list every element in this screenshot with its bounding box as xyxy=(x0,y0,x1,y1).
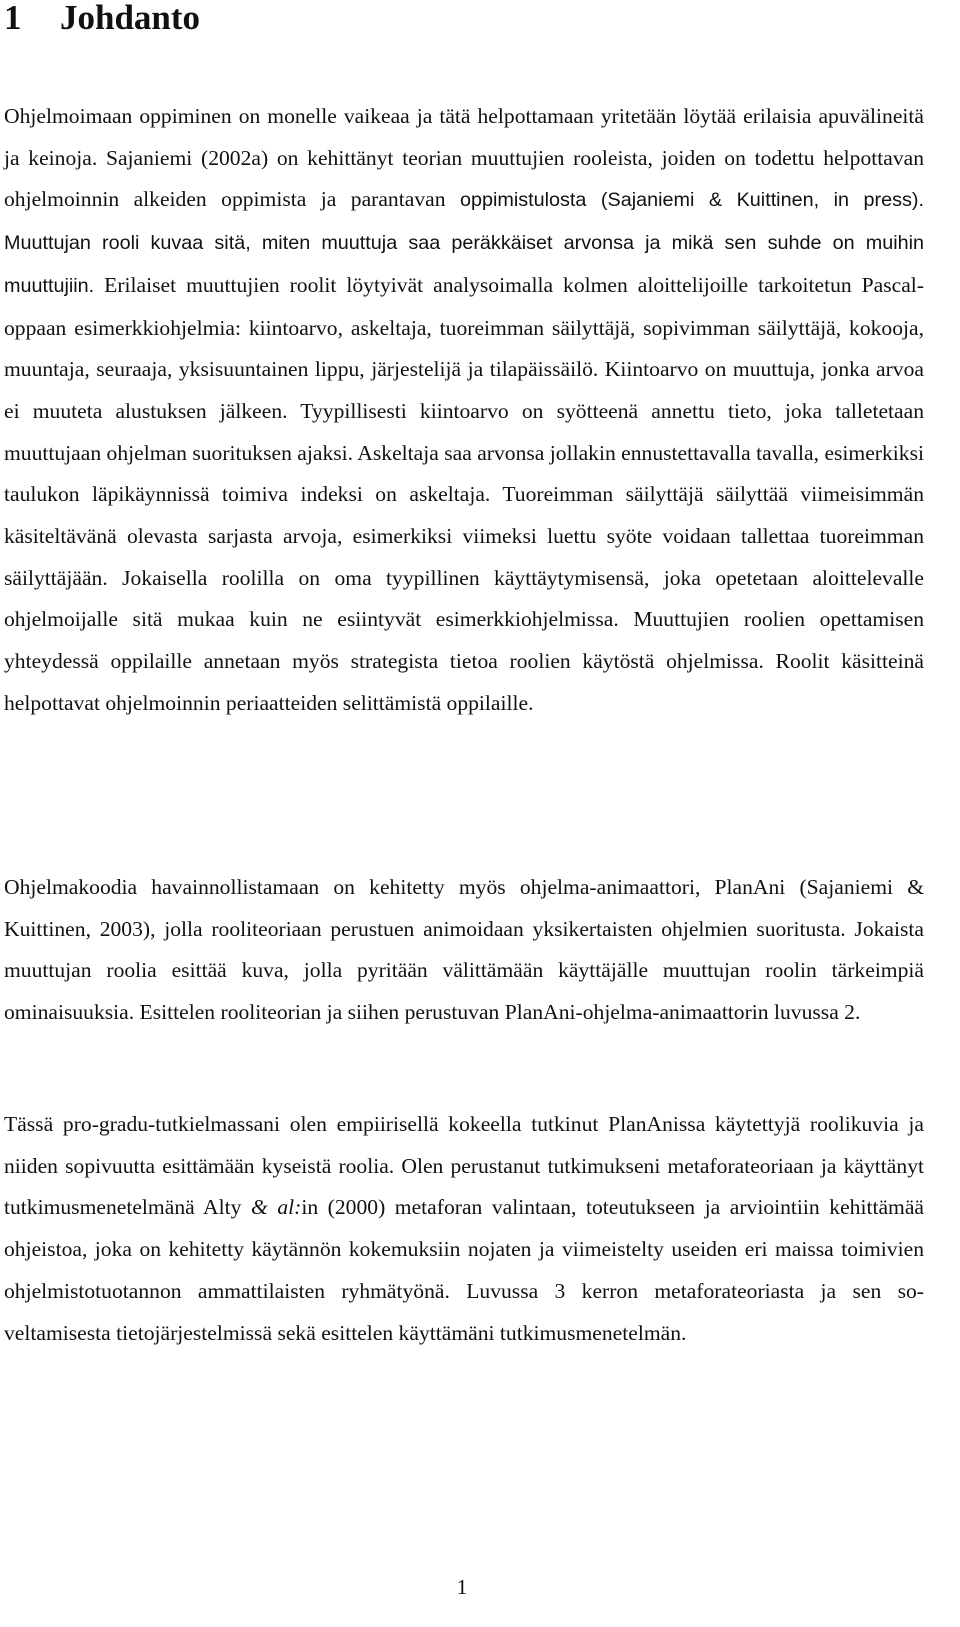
paragraph-3-italic: & al: xyxy=(251,1195,302,1220)
paragraph-3-part-b: in (2000) metaforan valintaan, toteutukseen ja arviointiin kehittämää ohjeistoa, joka on kehitetty käytännön kokemuksiin nojaten ja viimeistelty useiden eri maissa toimivien ohjelmistotuotannon ammattilaisten ryhmätyönä. Luvussa 3 kerron metaforateoriasta ja sen soveltamisesta tietojärjestelmissä sekä esittelen käyttämäni tutkimusmenetelmän. xyxy=(4,1195,924,1345)
chapter-number: 1 xyxy=(4,0,22,37)
paragraph-1-part-a: Ohjelmoimaan oppiminen on monelle vaikeaa ja tätä helpottamaan yritetään löytää erilaisia apuvälineitä ja keinoja. Sajaniemi (2002a) on kehittänyt teorian muuttujien rooleista, joiden on todettu helpottavan ohjelmoinnin alkeiden oppimista ja parantavan xyxy=(4,104,924,212)
paragraph-1-part-c: Erilaiset muuttujien roolit löytyivät analysoimalla kolmen aloittelijoille tarkoitetun Pascal-oppaan esimerkkiohjelmia: kiintoarvo, askeltaja, tuoreimman säilyttäjä, sopivimman säilyttäjä, kokooja, muuntaja, seuraaja, yksisuuntainen lippu, järjestelijä ja tilapäissäilö. Kiintoarvo on muuttuja, jonka arvoa ei muuteta alustuksen jälkeen. Tyypillisesti kiintoarvo on syötteenä annettu tieto, joka talletetaan muuttujaan ohjelman suorituksen ajaksi. Askeltaja saa arvonsa jollakin ennustettavalla tavalla, esimerkiksi taulukon läpikäynnissä toimiva indeksi on askeltaja. Tuoreimman säilyttäjä säilyttää viimeisimmän käsiteltävänä olevasta sarjasta arvoja, esimerkiksi viimeksi luettu syöte voidaan tallettaa tuoreimman säilyttäjään. Jokaisella roolilla on oma tyypillinen käyttäytymisensä, joka opetetaan aloittelevalle ohjelmoijalle sitä mukaa kuin ne esiintyvät esimerkkiohjelmissa. Muuttujien roolien opettamisen yhteydessä oppilaille annetaan myös strategista tietoa roolien käytöstä ohjelmissa. Roolit käsitteinä helpottavat ohjelmoinnin periaatteiden selittämistä oppilaille. xyxy=(4,272,924,715)
paragraph-3 xyxy=(4,1104,924,1354)
paragraph-1-part-b: oppimistulosta (Sajaniemi & Kuittinen, in press). Muuttujan rooli kuvaa sitä, miten muuttuja saa peräkkäiset arvonsa ja mikä sen suhde on muihin muuttujiin. xyxy=(4,189,924,297)
paragraph-1 xyxy=(4,96,924,725)
chapter-heading xyxy=(4,0,200,36)
paragraph-3-part-a: Tässä pro-gradu-tutkielmassani olen empiirisellä kokeella tutkinut PlanAnissa käytettyjä roolikuvia ja niiden sopivuutta esittämään kyseistä roolia. Olen perustanut tutkimukseni metaforateoriaan ja käyttänyt tutkimusmenetelmänä Alty xyxy=(4,1112,924,1220)
chapter-title: Johdanto xyxy=(60,0,201,37)
paragraph-2: Ohjelmakoodia havainnollistamaan on kehitetty myös ohjelma-animaattori, PlanAni (Sajaniemi & Kuittinen, 2003), jolla rooliteoriaan perustuen animoidaan yksikertaisten ohjelmien suoritusta. Jokaista muuttujan roolia esittää kuva, jolla pyritään välittämään käyttäjälle muuttujan roolin tärkeimpiä ominaisuuksia. Esittelen rooliteorian ja siihen perustuvan PlanAni-ohjelma-animaattorin luvussa 2. xyxy=(4,875,924,1025)
page-number: 1 xyxy=(456,1575,468,1599)
